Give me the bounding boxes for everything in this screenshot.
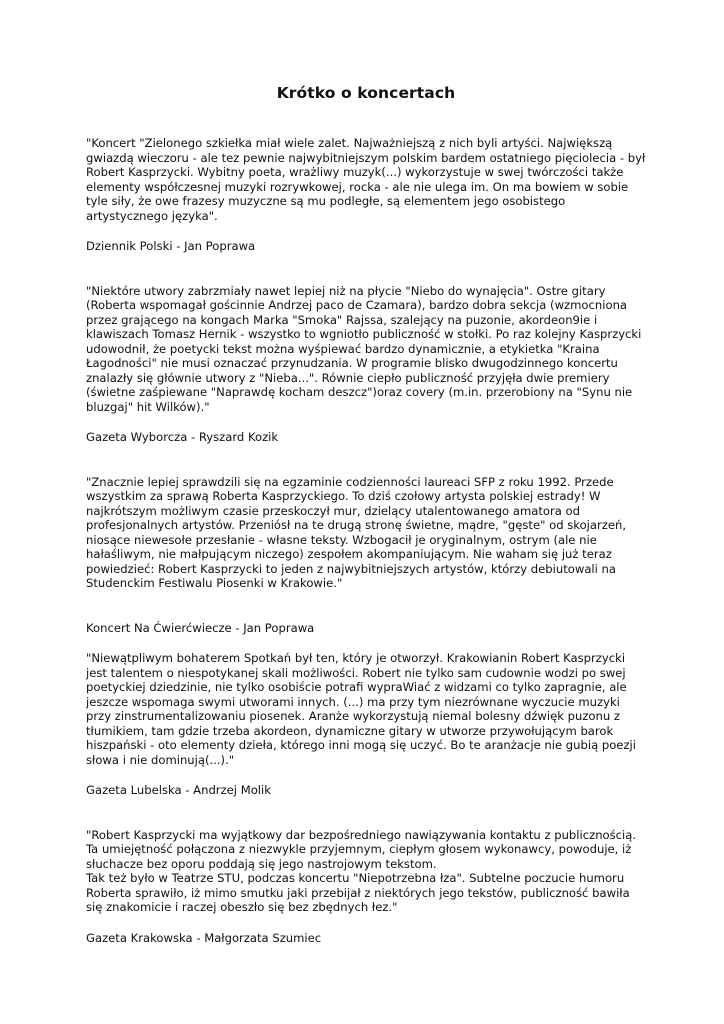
- review-quote-continued: Tak też było w Teatrze STU, podczas koncertu "Niepotrzebna łza". Subtelne poczucie humoru Roberta sprawiło, iż mimo smutku jaki przebijał z niektórych jego tekstów, publiczność bawiła się znakomicie i raczej obeszło się bez zbędnych łez.": [86, 871, 630, 914]
- review-section: [86, 828, 646, 946]
- document-page: [86, 84, 646, 945]
- review-attribution: Gazeta Krakowska - Małgorzata Szumiec: [86, 930, 322, 945]
- review-quote: "Niektóre utwory zabrzmiały nawet lepiej niż na płycie "Niebo do wynajęcia". Ostre gitary (Roberta wspomagał gościnnie Andrzej paco de Czamara), bardzo dobra sekcja (wzmocniona przez grającego na kongach Marka "Smoka" Rajssa, szalejący na puzonie, akordeon9ie i klawiszach Tomasz Hernik - wszystko to wgniotło publiczność w stołki. Po raz kolejny Kasprzycki udowodnił, że poetycki tekst można wyśpiewać bardzo dynamicznie, a etykietka "Kraina Łagodności" nie musi oznaczać przynudzania. W programie blisko dwugodzinnego koncertu znalazły się głównie utwory z "Nieba...". Równie ciepło publiczność przyjęła dwie premiery (świetne zaśpiewane "Naprawdę kocham deszcz")oraz covery (m.in. przerobiony na "Synu nie bluzgaj" hit Wilków).": [86, 283, 642, 414]
- page-title: Krótko o koncertach: [276, 84, 456, 102]
- review-quote: "Niewątpliwym bohaterem Spotkań był ten, który je otworzył. Krakowianin Robert Kasprzycki jest talentem o niespotykanej skali możliwości. Robert nie tylko sam cudownie wodzi po swej poetyckiej dziedzinie, nie tylko osobiście potrafi wypraWiać z widzami co tylko zapragnie, ale jeszcze wspomaga swymi utworami innych. (...) ma przy tym niezrównane wyczucie muzyki przy zinstrumentalizowaniu piosenek. Aranże wykorzystują niemal bolesny dźwięk puzonu z tłumikiem, tam gdzie trzeba akordeon, dynamiczne gitary w utworze przywołującym barok hiszpański - oto elementy dzieła, którego inni mogą się uczyć. Bo te aranżacje nie gubią poezji słowa i nie dominują(...).": [86, 651, 636, 767]
- review-section: [86, 651, 646, 798]
- review-quote: "Znacznie lepiej sprawdzili się na egzaminie codzienności laureaci SFP z roku 1992. Przede wszystkim za sprawą Roberta Kasprzyckiego. To dziś czołowy artysta polskiej estrady! W najkrótszym możliwym czasie przeskoczył mur, dzielący utalentowanego amatora od profesjonalnych artystów. Przeniósł na te drugą stronę świetne, mądre, "gęste" od skojarzeń, niosące niewesołe przesłanie - własne teksty. Wzbogacił je oryginalnym, ostrym (ale nie hałaśliwym, nie małpującym niczego) zespołem akompaniującym. Nie waham się już teraz powiedzieć: Robert Kasprzycki to jeden z najwybitniejszych artystów, którzy debiutowali na Studenckim Festiwalu Piosenki w Krakowie.": [86, 474, 627, 590]
- review-attribution: Gazeta Lubelska - Andrzej Molik: [86, 783, 271, 797]
- review-attribution: Koncert Na Ćwierćwiecze - Jan Poprawa: [86, 620, 315, 635]
- review-attribution: Gazeta Wyborcza - Ryszard Kozik: [86, 430, 279, 444]
- review-section: [86, 284, 646, 445]
- review-quote: "Robert Kasprzycki ma wyjątkowy dar bezpośredniego nawiązywania kontaktu z publicznością. Ta umiejętność połączona z niezwykle przyjemnym, ciepłym głosem wykonawcy, powoduje, iż słuchacze bez oporu poddają się jego nastrojowym tekstom.: [86, 827, 637, 871]
- review-attribution: Dziennik Polski - Jan Poprawa: [86, 239, 256, 253]
- review-section: [86, 136, 646, 254]
- review-quote: "Koncert "Zielonego szkiełka miał wiele zalet. Najważniejszą z nich byli artyści. Największą gwiazdą wieczoru - ale tez pewnie najwybitniejszym polskim bardem ostatniego pięciolecia - był Robert Kasprzycki. Wybitny poeta, wrażliwy muzyk(...) wykorzystuje w swej twórczości także elementy współczesnej muzyki rozrywkowej, rocka - ale nie ulega im. On ma bowiem w sobie tyle siły, że owe frazesy muzyczne są mu podległe, są elementem jego osobistego artystycznego języka".: [86, 136, 646, 223]
- review-section: [86, 475, 646, 636]
